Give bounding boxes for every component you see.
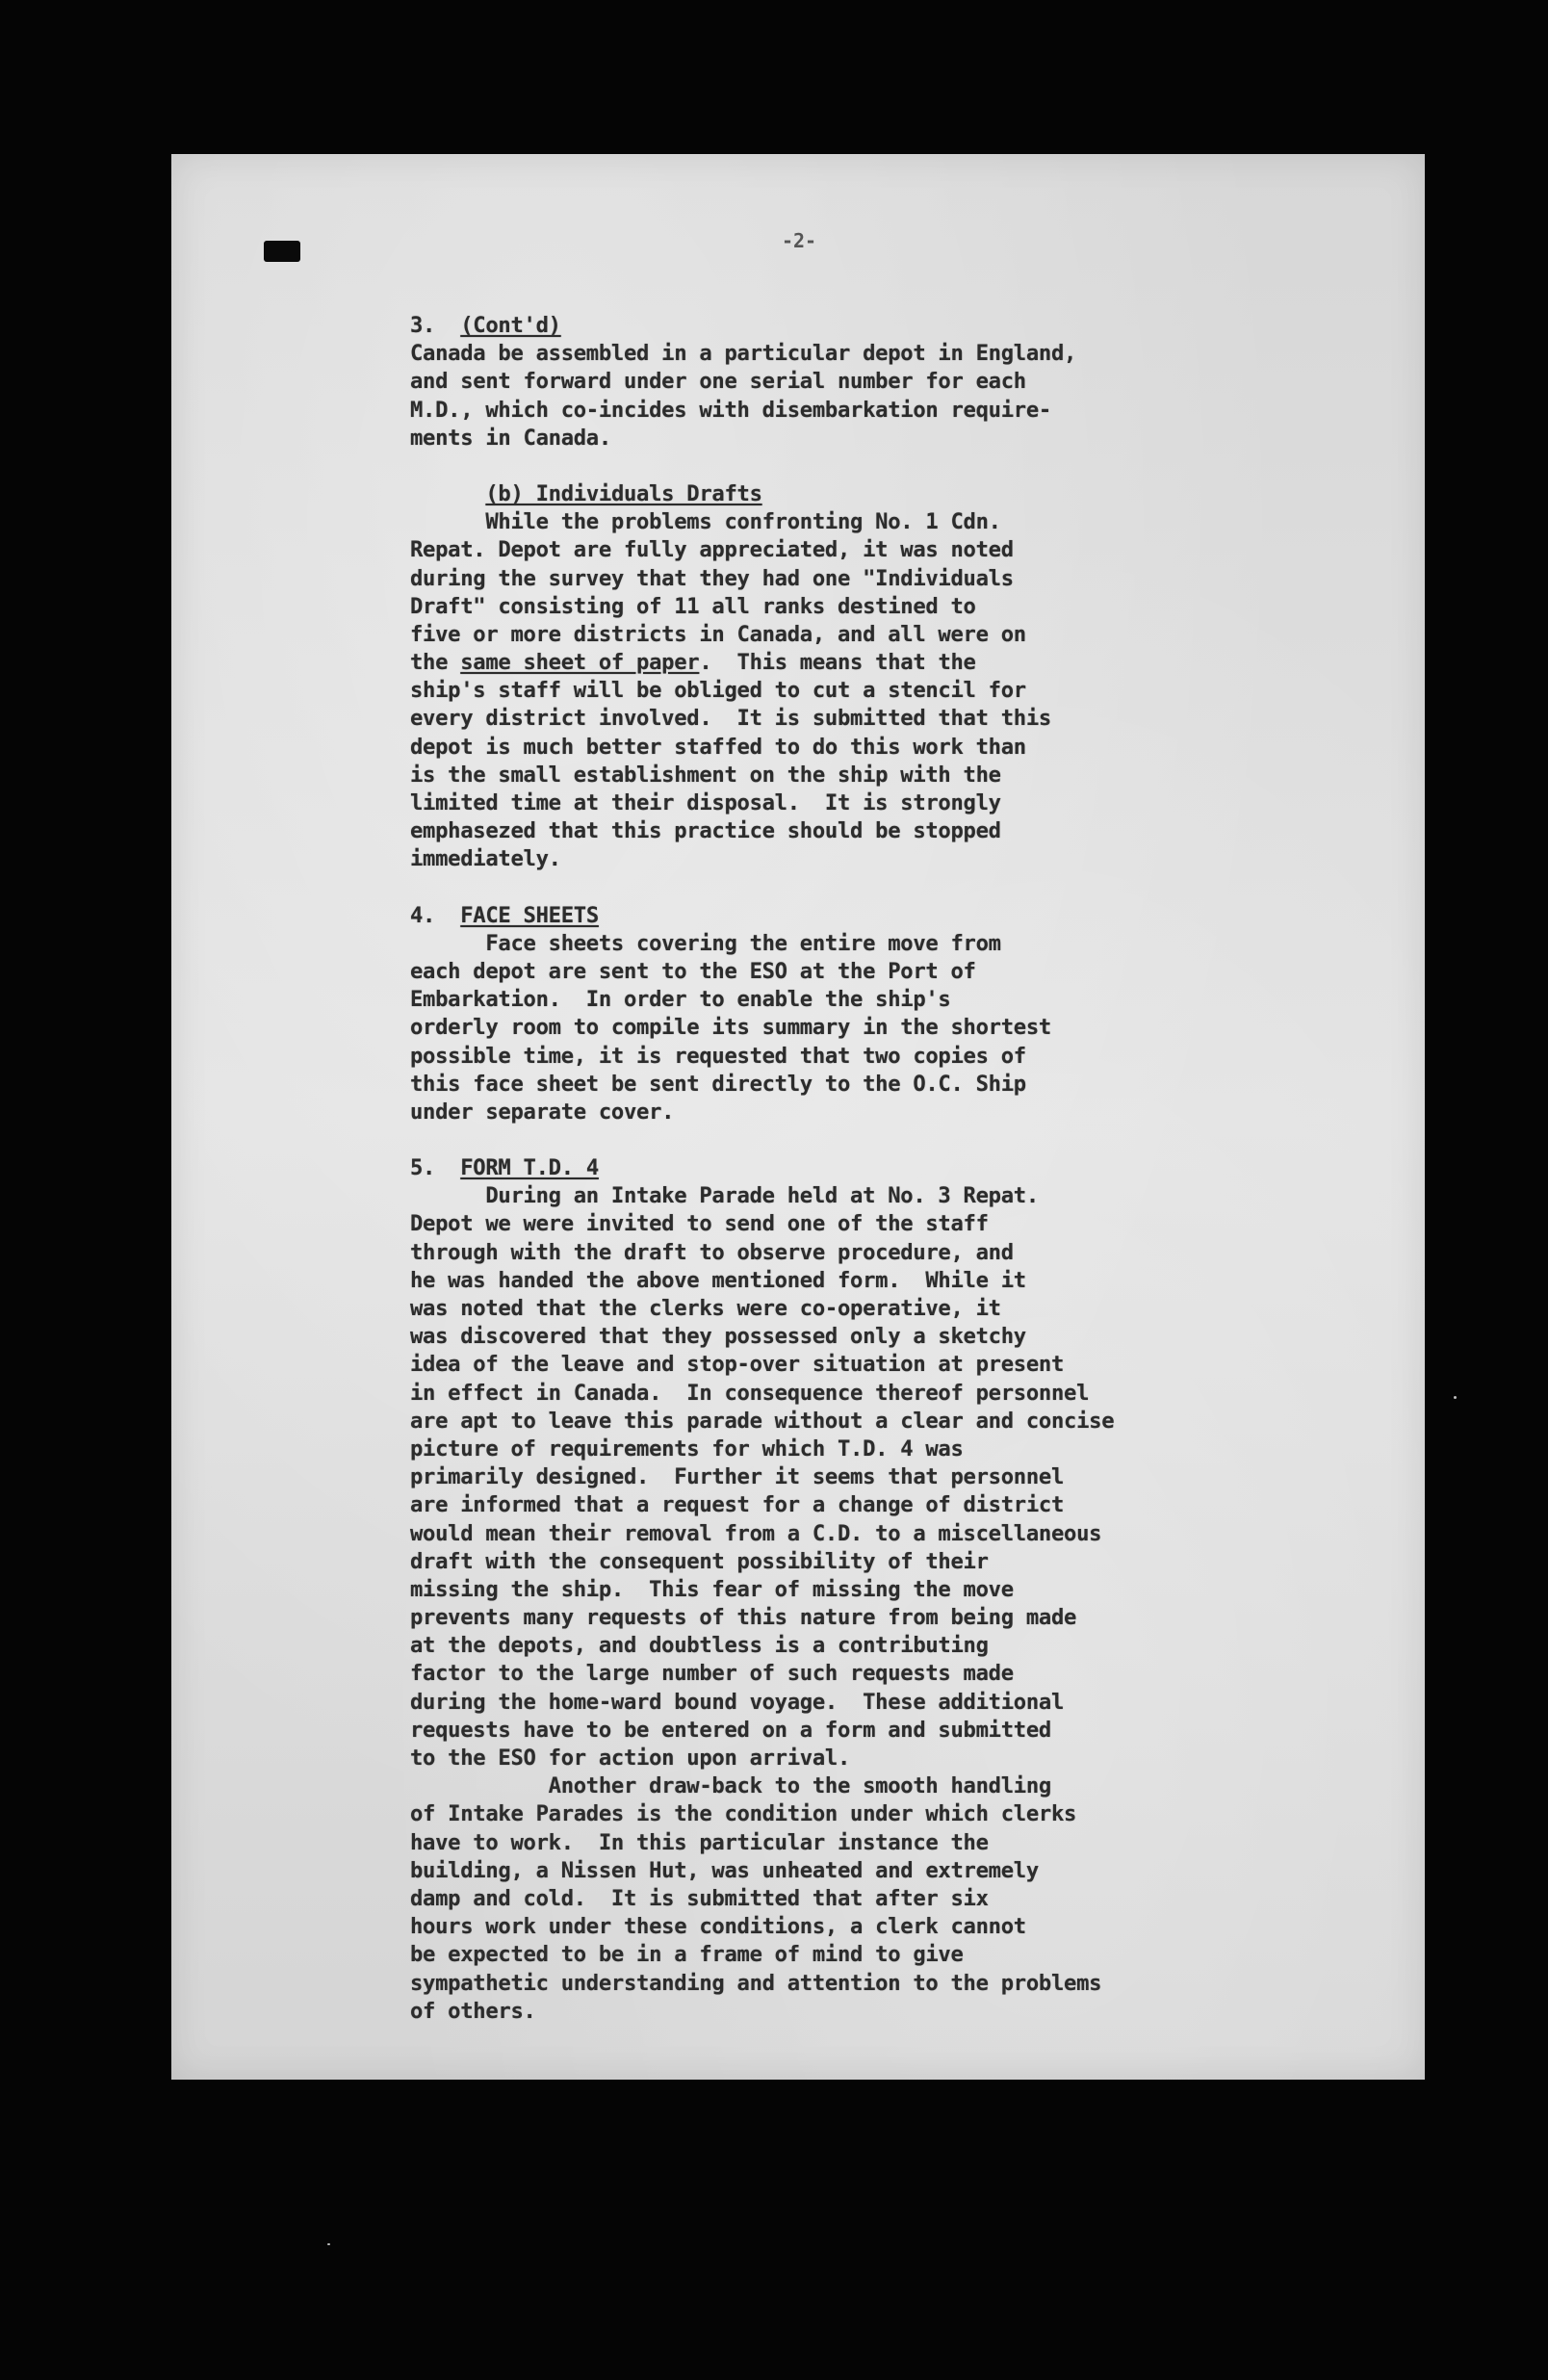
scan-speck bbox=[1454, 1396, 1457, 1399]
section-title: (Cont'd) bbox=[460, 313, 561, 338]
text-line: this face sheet be sent directly to the O.C. Ship bbox=[410, 1071, 1026, 1097]
text-line: to the ESO for action upon arrival. bbox=[410, 1746, 851, 1771]
text-line: During an Intake Parade held at No. 3 Repat. bbox=[410, 1183, 1039, 1209]
text-line: missing the ship. This fear of missing the move bbox=[410, 1576, 1014, 1602]
text-line: picture of requirements for which T.D. 4 was bbox=[410, 1436, 964, 1462]
section-title: FACE SHEETS bbox=[460, 902, 599, 928]
text-line: during the home-ward bound voyage. These additional bbox=[410, 1689, 1065, 1715]
text-line: of others. bbox=[410, 1998, 536, 2024]
text-line: be expected to be in a frame of mind to give bbox=[410, 1942, 964, 1968]
sub-heading-title: (b) Individuals Drafts bbox=[485, 480, 762, 506]
text-line: factor to the large number of such requests made bbox=[410, 1661, 1014, 1687]
text-line: Repat. Depot are fully appreciated, it was noted bbox=[410, 537, 1014, 563]
text-line: five or more districts in Canada, and all were on bbox=[410, 621, 1026, 647]
section-title: FORM T.D. 4 bbox=[460, 1155, 599, 1181]
text-line: he was handed the above mentioned form. While it bbox=[410, 1267, 1026, 1293]
scan-speck bbox=[327, 2243, 330, 2245]
text-line: have to work. In this particular instance the bbox=[410, 1829, 989, 1855]
section-5-heading bbox=[410, 1154, 1334, 1182]
section-number: 3. bbox=[410, 313, 436, 338]
text-line: hours work under these conditions, a clerk cannot bbox=[410, 1914, 1026, 1940]
text-line: draft with the consequent possibility of their bbox=[410, 1548, 989, 1574]
text-line: M.D., which co-incides with disembarkation require- bbox=[410, 397, 1051, 423]
text-line: limited time at their disposal. It is strongly bbox=[410, 790, 1001, 815]
text-line: sympathetic understanding and attention to the problems bbox=[410, 1970, 1102, 1996]
text-line: are informed that a request for a change of district bbox=[410, 1492, 1065, 1518]
text-line: requests have to be entered on a form and submitted bbox=[410, 1717, 1051, 1743]
text-line: orderly room to compile its summary in the shortest bbox=[410, 1015, 1051, 1041]
text-fragment: . This means that the bbox=[699, 650, 976, 676]
text-line: in effect in Canada. In consequence thereof personnel bbox=[410, 1380, 1090, 1406]
section-number: 5. bbox=[410, 1155, 436, 1181]
punch-hole bbox=[264, 241, 300, 262]
text-line: are apt to leave this parade without a clear and concise bbox=[410, 1408, 1115, 1434]
text-line: building, a Nissen Hut, was unheated and extremely bbox=[410, 1857, 1039, 1883]
text-line: Draft" consisting of 11 all ranks destined to bbox=[410, 593, 976, 619]
section-4-heading bbox=[410, 902, 1334, 930]
text-line: Depot we were invited to send one of the staff bbox=[410, 1211, 989, 1237]
text-line: prevents many requests of this nature from being made bbox=[410, 1605, 1077, 1631]
text-line: each depot are sent to the ESO at the Port of bbox=[410, 958, 976, 984]
text-line: Face sheets covering the entire move from bbox=[410, 930, 1001, 956]
text-line: was discovered that they possessed only a sketchy bbox=[410, 1324, 1026, 1350]
text-line: is the small establishment on the ship with the bbox=[410, 762, 1001, 788]
text-line: ship's staff will be obliged to cut a stencil for bbox=[410, 678, 1026, 704]
text-line: Another draw-back to the smooth handling bbox=[410, 1773, 1051, 1799]
text-line: ments in Canada. bbox=[410, 425, 611, 451]
text-line: under separate cover. bbox=[410, 1099, 675, 1125]
text-line: damp and cold. It is submitted that after six bbox=[410, 1885, 989, 1911]
sub-heading bbox=[410, 480, 1334, 508]
text-line: depot is much better staffed to do this work than bbox=[410, 734, 1026, 760]
text-line: during the survey that they had one "Individuals bbox=[410, 565, 1014, 591]
text-line: Canada be assembled in a particular depot in England, bbox=[410, 341, 1077, 367]
section-number: 4. bbox=[410, 902, 436, 928]
underlined-phrase: same sheet of paper bbox=[460, 650, 700, 676]
text-line: at the depots, and doubtless is a contributing bbox=[410, 1633, 989, 1659]
text-fragment: the bbox=[410, 650, 461, 676]
text-line: would mean their removal from a C.D. to a miscellaneous bbox=[410, 1520, 1102, 1546]
text-line: every district involved. It is submitted that this bbox=[410, 706, 1051, 732]
document-body bbox=[410, 312, 1334, 2026]
text-line: While the problems confronting No. 1 Cdn. bbox=[410, 509, 1001, 535]
text-line: idea of the leave and stop-over situation at present bbox=[410, 1352, 1065, 1378]
section-3-heading bbox=[410, 312, 1334, 340]
text-line: of Intake Parades is the condition under which clerks bbox=[410, 1801, 1077, 1827]
text-line: Embarkation. In order to enable the ship's bbox=[410, 987, 951, 1013]
text-line: possible time, it is requested that two copies of bbox=[410, 1043, 1026, 1069]
text-line: was noted that the clerks were co-operative, it bbox=[410, 1296, 1001, 1321]
text-line bbox=[410, 649, 1334, 677]
document-page bbox=[171, 154, 1425, 2080]
text-line: immediately. bbox=[410, 846, 561, 872]
text-line: emphasezed that this practice should be stopped bbox=[410, 818, 1001, 844]
page-number: -2- bbox=[781, 229, 817, 252]
text-line: and sent forward under one serial number for each bbox=[410, 369, 1026, 395]
text-line: primarily designed. Further it seems that personnel bbox=[410, 1464, 1065, 1490]
text-line: through with the draft to observe procedure, and bbox=[410, 1239, 1014, 1265]
